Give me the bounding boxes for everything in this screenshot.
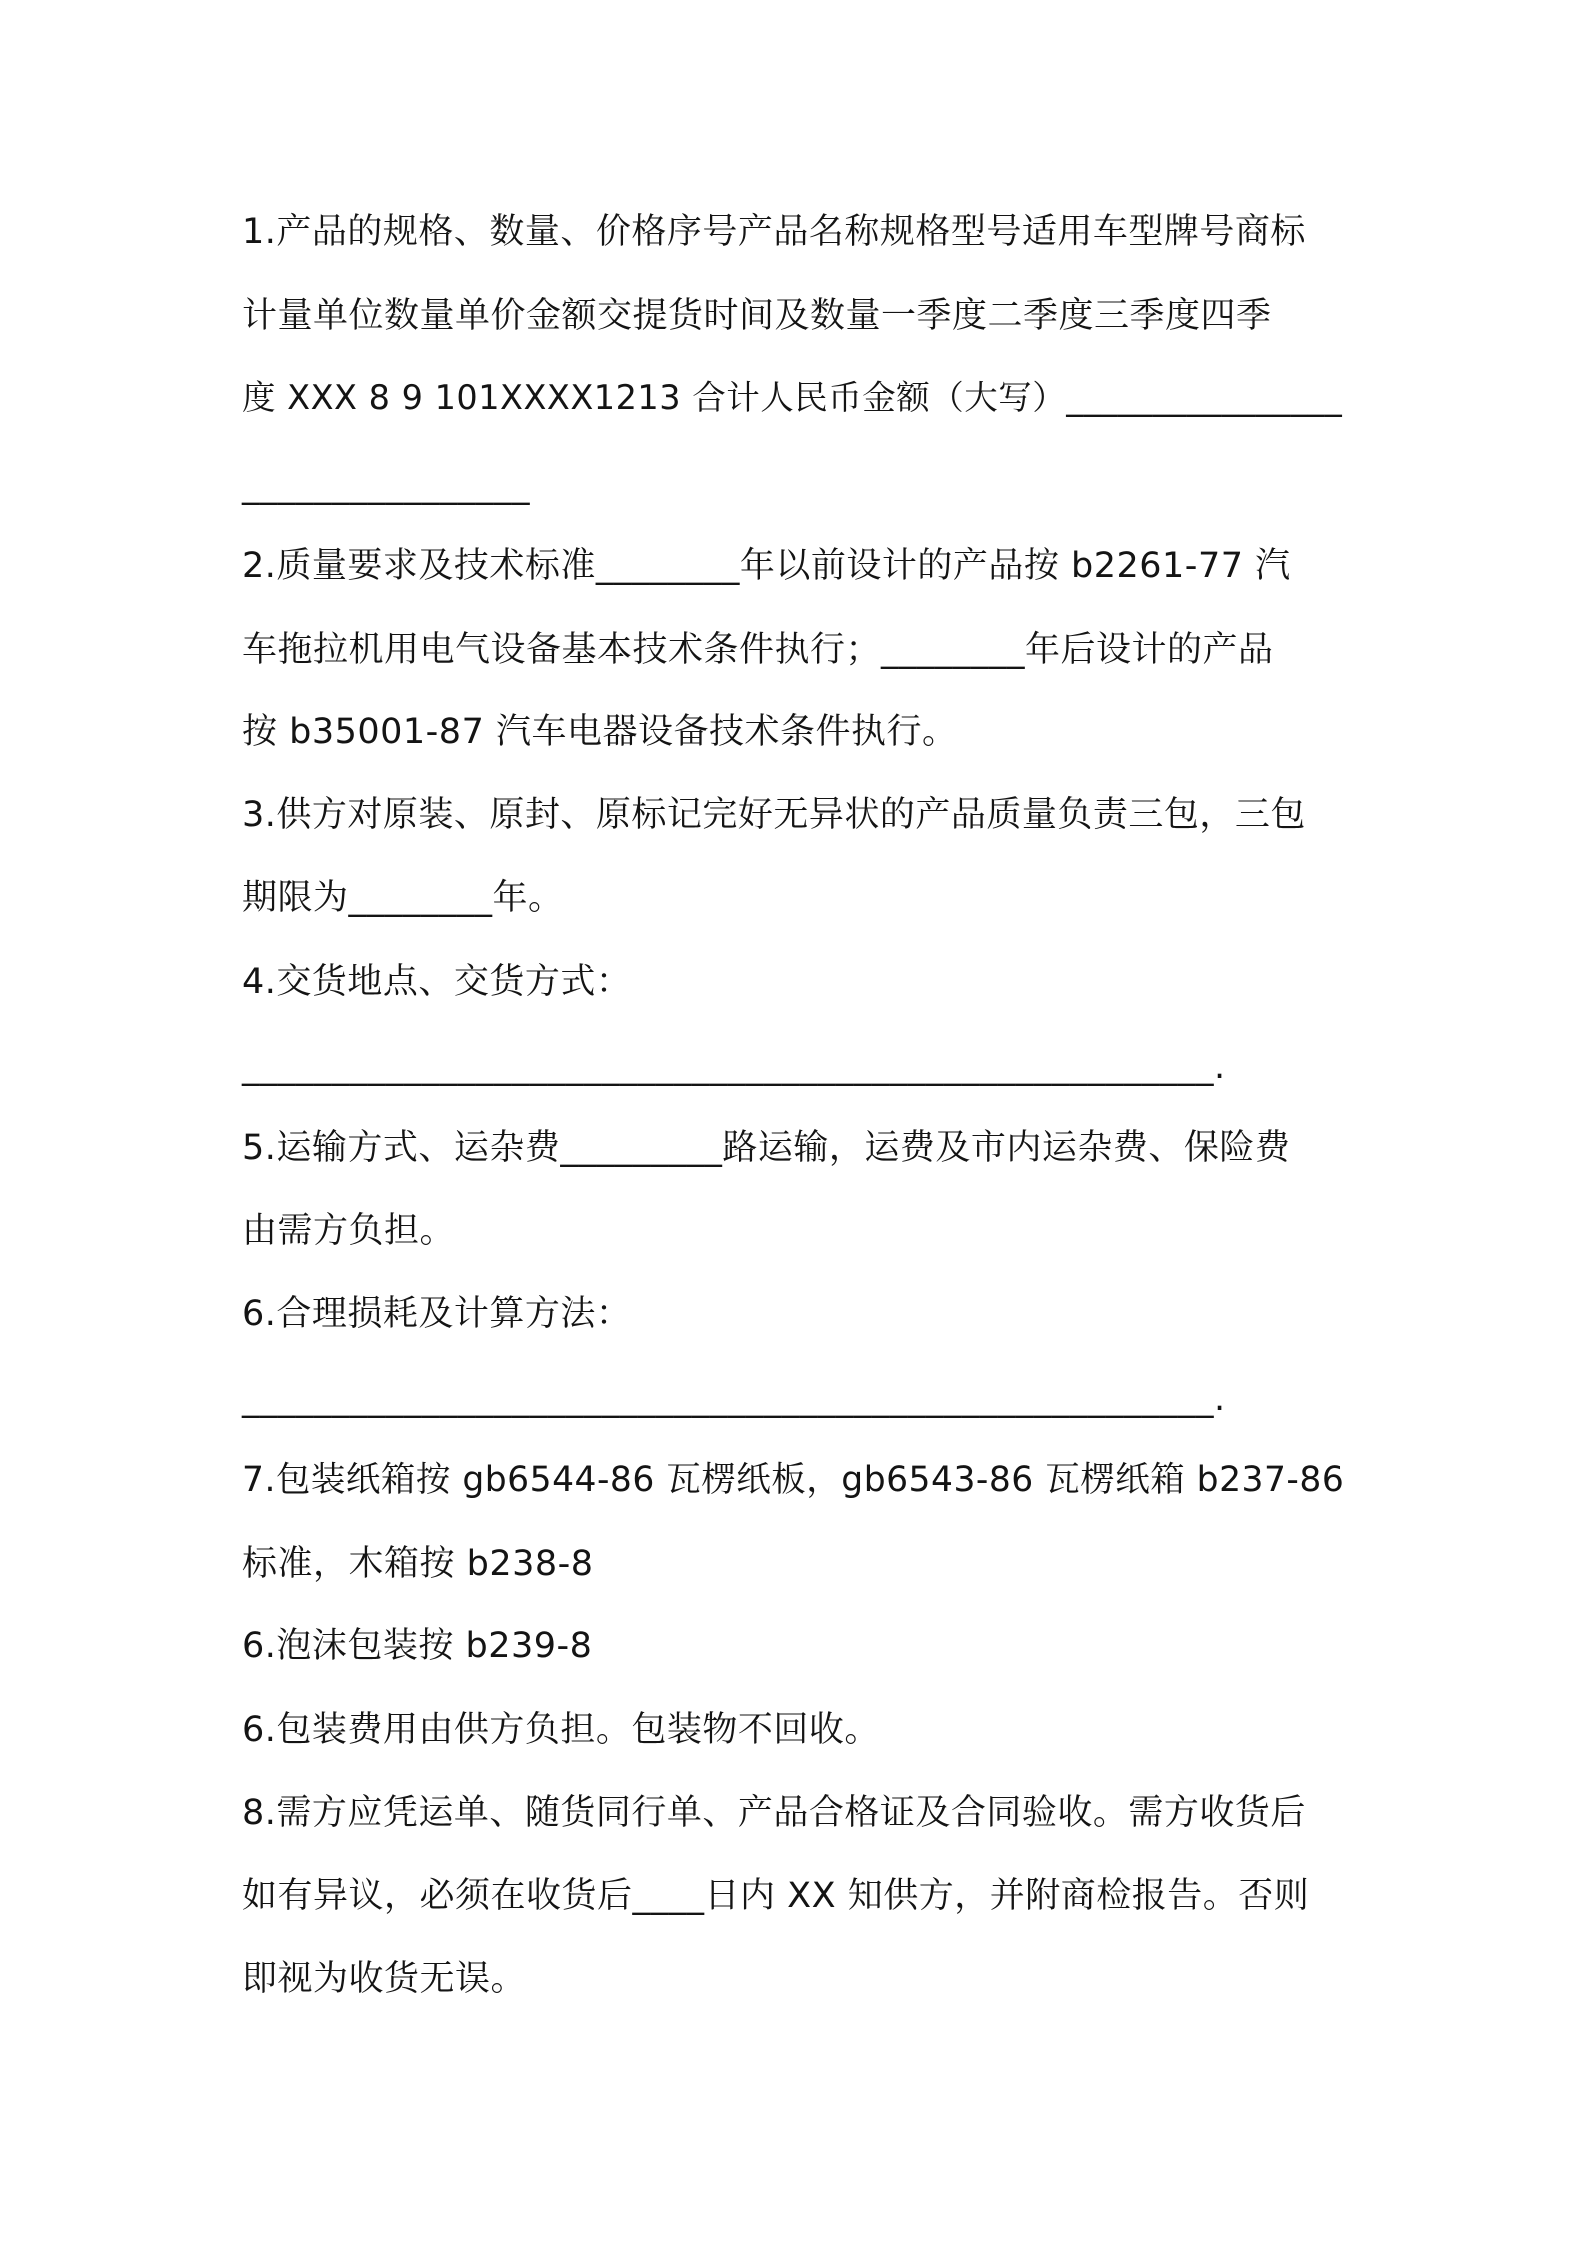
text-line: 车拖拉机用电气设备基本技术条件执行；________年后设计的产品 bbox=[242, 630, 1274, 670]
text-line: 2.质量要求及技术标准________年以前设计的产品按 b2261-77 汽 bbox=[242, 546, 1291, 586]
text-line: 度 XXX 8 9 101XXXX1213 合计人民币金额（大写）________________ bbox=[242, 378, 1343, 417]
text-line: 6.包装费用由供方负担。包装物不回收。 bbox=[242, 1710, 880, 1750]
text-line: 5.运输方式、运杂费_________路运输，运费及市内运杂费、保险费 bbox=[242, 1128, 1291, 1168]
text-line: ________________ bbox=[242, 466, 530, 506]
text-line: ______________________________________________________. bbox=[242, 1379, 1226, 1419]
text-line: 7.包装纸箱按 gb6544-86 瓦楞纸板，gb6543-86 瓦楞纸箱 b237-86 bbox=[242, 1460, 1345, 1500]
text-line: 6.合理损耗及计算方法： bbox=[242, 1294, 632, 1334]
text-line: ______________________________________________________. bbox=[242, 1047, 1226, 1087]
text-line: 由需方负担。 bbox=[242, 1211, 456, 1251]
text-line: 即视为收货无误。 bbox=[242, 1959, 527, 1999]
text-line: 按 b35001-87 汽车电器设备技术条件执行。 bbox=[242, 712, 958, 752]
text-line: 期限为________年。 bbox=[242, 878, 564, 918]
text-line: 8.需方应凭运单、随货同行单、产品合格证及合同验收。需方收货后 bbox=[242, 1793, 1306, 1833]
text-line: 1.产品的规格、数量、价格序号产品名称规格型号适用车型牌号商标 bbox=[242, 212, 1306, 252]
text-line: 6.泡沫包装按 b239-8 bbox=[242, 1626, 593, 1666]
text-line: 3.供方对原装、原封、原标记完好无异状的产品质量负责三包，三包 bbox=[242, 795, 1306, 835]
text-line: 标准，木箱按 b238-8 bbox=[242, 1544, 594, 1584]
text-line: 4.交货地点、交货方式： bbox=[242, 962, 632, 1002]
text-line: 计量单位数量单价金额交提货时间及数量一季度二季度三季度四季 bbox=[242, 296, 1272, 336]
text-line: 如有异议，必须在收货后____日内 XX 知供方，并附商检报告。否则 bbox=[242, 1876, 1310, 1916]
